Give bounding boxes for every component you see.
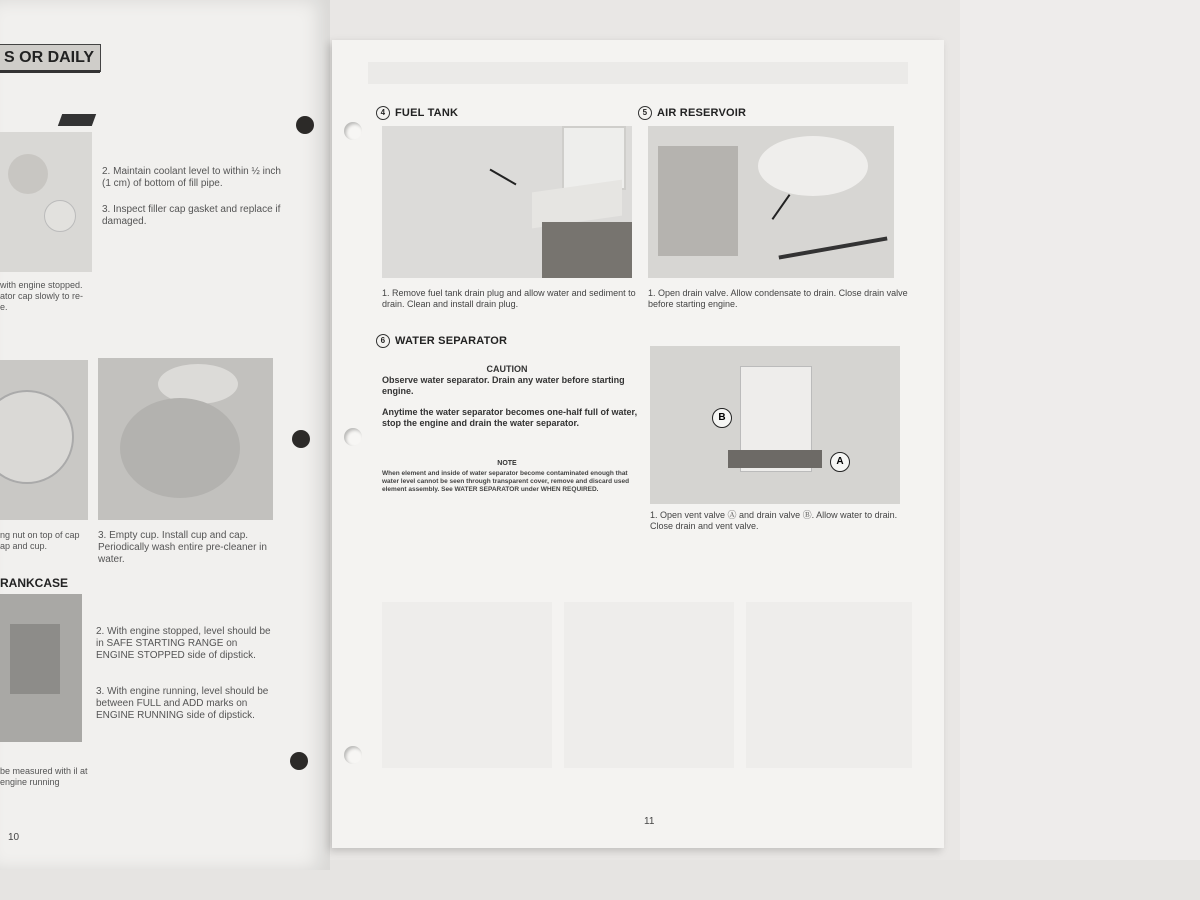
radiator-cap-photo	[0, 132, 92, 272]
section-title: AIR RESERVOIR	[657, 106, 747, 119]
separator-base	[728, 450, 822, 468]
bottom-fragment: be measured with il at engine running	[0, 766, 88, 787]
header-band	[368, 62, 908, 84]
fuel-tank-photo	[382, 126, 632, 278]
binder-hole	[296, 116, 314, 134]
binder-hole	[344, 746, 362, 764]
section-number: 4	[376, 106, 390, 120]
dipstick-stopped-text: 2. With engine stopped, level should be in SAFE STARTING RANGE on ENGINE STOPPED side of dipstick.	[96, 626, 271, 661]
coolant-level-text: 2. Maintain coolant level to within ½ inch (1 cm) of bottom of fill pipe.	[102, 166, 281, 189]
air-reservoir-photo	[648, 126, 894, 278]
dipstick-running-text: 3. With engine running, level should be between FULL and ADD marks on ENGINE RUNNING side of dipstick.	[96, 686, 269, 721]
precleaner-photo-right	[98, 358, 273, 520]
left-section-tab: S OR DAILY	[0, 44, 101, 72]
filler-cap-text: 3. Inspect filler cap gasket and replace if damaged.	[102, 204, 281, 227]
engine-part	[10, 624, 60, 694]
precleaner-photo-left	[0, 360, 88, 520]
pointer-arrow	[772, 194, 791, 220]
binder-hole	[290, 752, 308, 770]
caution-text-1: Observe water separator. Drain any water before starting engine.	[382, 375, 625, 396]
blank-area	[382, 602, 552, 768]
note-text: When element and inside of water separator become contaminated enough that water level cannot be seen through transparent cover, remove and discard used element assembly. See WATER SEPARATOR under WHEN REQUIRED.	[382, 470, 630, 493]
frame-rail	[778, 236, 887, 259]
empty-cup-text: 3. Empty cup. Install cup and cap. Periodically wash entire pre-cleaner in water.	[98, 530, 267, 565]
reservoir-tank	[758, 136, 868, 196]
frame-parts	[658, 146, 738, 256]
section-number: 5	[638, 106, 652, 120]
section-title: WATER SEPARATOR	[395, 334, 508, 347]
left-page	[0, 0, 330, 870]
pointer-arrow	[490, 169, 517, 186]
top-arrow-fragment	[58, 114, 96, 126]
air-reservoir-caption: 1. Open drain valve. Allow condensate to drain. Close drain valve before starting engine.	[648, 288, 908, 309]
binder-hole	[344, 428, 362, 446]
cup-fragment: ng nut on top of cap ap and cup.	[0, 530, 80, 551]
binder-hole	[292, 430, 310, 448]
section-title: FUEL TANK	[395, 106, 459, 119]
engine-stopped-fragment: with engine stopped. ator cap slowly to re- e.	[0, 280, 84, 312]
crankcase-heading: RANKCASE	[0, 576, 69, 590]
note-title: NOTE	[497, 460, 517, 467]
dark-frame	[542, 222, 632, 278]
label-b: B	[712, 408, 732, 428]
left-page-number: 10	[8, 832, 20, 843]
precleaner-bowl	[0, 390, 74, 484]
water-separator-heading	[376, 334, 507, 348]
fuel-tank-caption: 1. Remove fuel tank drain plug and allow water and sediment to drain. Clean and install drain plug.	[382, 288, 636, 309]
header-rule	[0, 70, 100, 73]
crankcase-photo	[0, 594, 82, 742]
label-a: A	[830, 452, 850, 472]
binder-hole	[344, 122, 362, 140]
air-reservoir-heading	[638, 106, 746, 120]
section-number: 6	[376, 334, 390, 348]
blank-area	[564, 602, 734, 768]
cap-shape-2	[44, 200, 76, 232]
fuel-tank-heading	[376, 106, 458, 120]
caution-title: CAUTION	[486, 364, 528, 374]
caution-text-2: Anytime the water separator becomes one-half full of water, stop the engine and drain the water separator.	[382, 407, 638, 428]
water-separator-photo	[650, 346, 900, 504]
right-page-number: 11	[644, 816, 655, 827]
blank-area	[746, 602, 912, 768]
water-separator-caption: 1. Open vent valve Ⓐ and drain valve Ⓑ. Allow water to drain. Close drain and vent valve.	[650, 510, 898, 531]
cap-shape	[8, 154, 48, 194]
table-surface	[960, 0, 1200, 900]
precleaner-cup	[120, 398, 240, 498]
right-page	[332, 40, 944, 848]
